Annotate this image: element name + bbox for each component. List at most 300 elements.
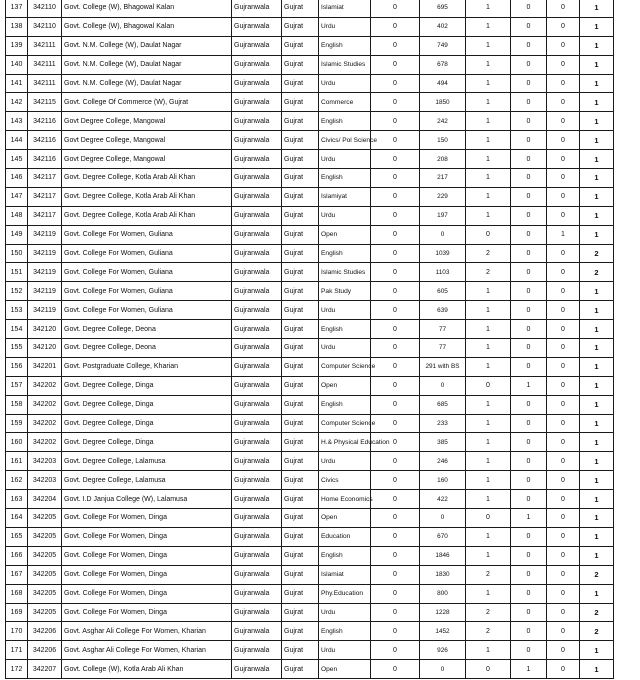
required-cell: 0 bbox=[466, 509, 511, 528]
college-code-cell: 342116 bbox=[28, 150, 62, 169]
district-cell: Gujrat bbox=[282, 509, 319, 528]
subject-cell: Education bbox=[319, 527, 371, 546]
other-cell: 0 bbox=[547, 17, 580, 36]
sanctioned-cell: 0 bbox=[371, 490, 420, 509]
other-cell: 0 bbox=[547, 357, 580, 376]
total-cell: 1 bbox=[580, 93, 614, 112]
required-cell: 1 bbox=[466, 433, 511, 452]
open-cell: 0 bbox=[511, 452, 547, 471]
open-cell: 0 bbox=[511, 527, 547, 546]
total-cell: 2 bbox=[580, 603, 614, 622]
college-name-cell: Govt. College For Women, Guliana bbox=[62, 244, 232, 263]
other-cell: 0 bbox=[547, 603, 580, 622]
enrolment-cell: 670 bbox=[420, 527, 466, 546]
district-cell: Gujrat bbox=[282, 282, 319, 301]
sr-no-cell: 150 bbox=[6, 244, 28, 263]
college-code-cell: 342207 bbox=[28, 660, 62, 679]
district-cell: Gujrat bbox=[282, 452, 319, 471]
sanctioned-cell: 0 bbox=[371, 244, 420, 263]
open-cell: 0 bbox=[511, 112, 547, 131]
colleges-table bbox=[5, 0, 614, 679]
sanctioned-cell: 0 bbox=[371, 36, 420, 55]
college-name-cell: Govt. College For Women, Guliana bbox=[62, 301, 232, 320]
table-row bbox=[6, 490, 614, 509]
open-cell: 0 bbox=[511, 546, 547, 565]
sanctioned-cell: 0 bbox=[371, 603, 420, 622]
subject-cell: Urdu bbox=[319, 74, 371, 93]
college-name-cell: Govt. Degree College, Lalamusa bbox=[62, 452, 232, 471]
college-code-cell: 342111 bbox=[28, 55, 62, 74]
college-code-cell: 342120 bbox=[28, 320, 62, 339]
enrolment-cell: 77 bbox=[420, 339, 466, 358]
required-cell: 0 bbox=[466, 225, 511, 244]
enrolment-cell: 229 bbox=[420, 187, 466, 206]
college-name-cell: Govt. College (W), Bhagowal Kalan bbox=[62, 17, 232, 36]
enrolment-cell: 1103 bbox=[420, 263, 466, 282]
table-row bbox=[6, 603, 614, 622]
enrolment-cell: 1830 bbox=[420, 565, 466, 584]
enrolment-cell: 749 bbox=[420, 36, 466, 55]
total-cell: 1 bbox=[580, 74, 614, 93]
division-cell: Gujranwala bbox=[232, 339, 282, 358]
other-cell: 0 bbox=[547, 282, 580, 301]
open-cell: 0 bbox=[511, 17, 547, 36]
other-cell: 0 bbox=[547, 414, 580, 433]
sr-no-cell: 146 bbox=[6, 169, 28, 188]
division-cell: Gujranwala bbox=[232, 471, 282, 490]
sr-no-cell: 169 bbox=[6, 603, 28, 622]
subject-cell: English bbox=[319, 112, 371, 131]
subject-cell: English bbox=[319, 244, 371, 263]
enrolment-cell: 0 bbox=[420, 376, 466, 395]
college-code-cell: 342202 bbox=[28, 433, 62, 452]
other-cell: 0 bbox=[547, 433, 580, 452]
division-cell: Gujranwala bbox=[232, 509, 282, 528]
subject-cell: Islamic Studies bbox=[319, 55, 371, 74]
division-cell: Gujranwala bbox=[232, 546, 282, 565]
total-cell: 2 bbox=[580, 263, 614, 282]
sr-no-cell: 151 bbox=[6, 263, 28, 282]
college-code-cell: 342117 bbox=[28, 206, 62, 225]
total-cell: 1 bbox=[580, 131, 614, 150]
total-cell: 1 bbox=[580, 320, 614, 339]
college-code-cell: 342119 bbox=[28, 244, 62, 263]
open-cell: 0 bbox=[511, 0, 547, 17]
college-name-cell: Govt Degree College, Mangowal bbox=[62, 131, 232, 150]
sr-no-cell: 161 bbox=[6, 452, 28, 471]
division-cell: Gujranwala bbox=[232, 622, 282, 641]
sr-no-cell: 153 bbox=[6, 301, 28, 320]
sr-no-cell: 154 bbox=[6, 320, 28, 339]
sr-no-cell: 172 bbox=[6, 660, 28, 679]
required-cell: 1 bbox=[466, 301, 511, 320]
sr-no-cell: 148 bbox=[6, 206, 28, 225]
college-name-cell: Govt. Asghar Ali College For Women, Kharian bbox=[62, 641, 232, 660]
table-row bbox=[6, 150, 614, 169]
sr-no-cell: 147 bbox=[6, 187, 28, 206]
required-cell: 1 bbox=[466, 74, 511, 93]
open-cell: 0 bbox=[511, 282, 547, 301]
table-row bbox=[6, 169, 614, 188]
total-cell: 1 bbox=[580, 206, 614, 225]
other-cell: 0 bbox=[547, 74, 580, 93]
sanctioned-cell: 0 bbox=[371, 641, 420, 660]
sr-no-cell: 152 bbox=[6, 282, 28, 301]
table-row bbox=[6, 244, 614, 263]
district-cell: Gujrat bbox=[282, 565, 319, 584]
college-name-cell: Govt. Degree College, Dinga bbox=[62, 376, 232, 395]
division-cell: Gujranwala bbox=[232, 93, 282, 112]
total-cell: 1 bbox=[580, 641, 614, 660]
enrolment-cell: 1039 bbox=[420, 244, 466, 263]
college-name-cell: Govt. Degree College, Kotla Arab Ali Khan bbox=[62, 206, 232, 225]
sanctioned-cell: 0 bbox=[371, 357, 420, 376]
sr-no-cell: 166 bbox=[6, 546, 28, 565]
college-name-cell: Govt. N.M. College (W), Daulat Nagar bbox=[62, 74, 232, 93]
other-cell: 0 bbox=[547, 339, 580, 358]
sanctioned-cell: 0 bbox=[371, 509, 420, 528]
college-code-cell: 342110 bbox=[28, 0, 62, 17]
table-row bbox=[6, 0, 614, 17]
sr-no-cell: 137 bbox=[6, 0, 28, 17]
table-row bbox=[6, 320, 614, 339]
sanctioned-cell: 0 bbox=[371, 546, 420, 565]
open-cell: 0 bbox=[511, 414, 547, 433]
open-cell: 0 bbox=[511, 187, 547, 206]
subject-cell: English bbox=[319, 546, 371, 565]
other-cell: 0 bbox=[547, 55, 580, 74]
district-cell: Gujrat bbox=[282, 376, 319, 395]
college-name-cell: Govt Degree College, Mangowal bbox=[62, 150, 232, 169]
total-cell: 1 bbox=[580, 584, 614, 603]
division-cell: Gujranwala bbox=[232, 187, 282, 206]
subject-cell: Urdu bbox=[319, 641, 371, 660]
sanctioned-cell: 0 bbox=[371, 74, 420, 93]
college-name-cell: Govt. N.M. College (W), Daulat Nagar bbox=[62, 36, 232, 55]
college-code-cell: 342205 bbox=[28, 584, 62, 603]
sr-no-cell: 158 bbox=[6, 395, 28, 414]
open-cell: 0 bbox=[511, 55, 547, 74]
sanctioned-cell: 0 bbox=[371, 187, 420, 206]
sanctioned-cell: 0 bbox=[371, 169, 420, 188]
subject-cell: Civics/ Pol Science bbox=[319, 131, 371, 150]
district-cell: Gujrat bbox=[282, 225, 319, 244]
subject-cell: Urdu bbox=[319, 206, 371, 225]
division-cell: Gujranwala bbox=[232, 150, 282, 169]
open-cell: 0 bbox=[511, 263, 547, 282]
sr-no-cell: 140 bbox=[6, 55, 28, 74]
district-cell: Gujrat bbox=[282, 17, 319, 36]
district-cell: Gujrat bbox=[282, 357, 319, 376]
enrolment-cell: 150 bbox=[420, 131, 466, 150]
college-code-cell: 342205 bbox=[28, 565, 62, 584]
total-cell: 1 bbox=[580, 301, 614, 320]
district-cell: Gujrat bbox=[282, 0, 319, 17]
required-cell: 1 bbox=[466, 320, 511, 339]
table-row bbox=[6, 282, 614, 301]
division-cell: Gujranwala bbox=[232, 414, 282, 433]
sanctioned-cell: 0 bbox=[371, 660, 420, 679]
college-name-cell: Govt. College For Women, Dinga bbox=[62, 546, 232, 565]
total-cell: 1 bbox=[580, 282, 614, 301]
table-row bbox=[6, 452, 614, 471]
open-cell: 0 bbox=[511, 169, 547, 188]
required-cell: 1 bbox=[466, 339, 511, 358]
enrolment-cell: 0 bbox=[420, 509, 466, 528]
other-cell: 0 bbox=[547, 301, 580, 320]
enrolment-cell: 1452 bbox=[420, 622, 466, 641]
college-name-cell: Govt. College (W), Bhagowal Kalan bbox=[62, 0, 232, 17]
sanctioned-cell: 0 bbox=[371, 131, 420, 150]
college-code-cell: 342115 bbox=[28, 93, 62, 112]
district-cell: Gujrat bbox=[282, 187, 319, 206]
required-cell: 1 bbox=[466, 0, 511, 17]
total-cell: 1 bbox=[580, 17, 614, 36]
sanctioned-cell: 0 bbox=[371, 527, 420, 546]
college-name-cell: Govt. College For Women, Dinga bbox=[62, 527, 232, 546]
enrolment-cell: 233 bbox=[420, 414, 466, 433]
division-cell: Gujranwala bbox=[232, 320, 282, 339]
other-cell: 0 bbox=[547, 187, 580, 206]
total-cell: 1 bbox=[580, 395, 614, 414]
table-row bbox=[6, 206, 614, 225]
district-cell: Gujrat bbox=[282, 320, 319, 339]
sr-no-cell: 170 bbox=[6, 622, 28, 641]
division-cell: Gujranwala bbox=[232, 282, 282, 301]
required-cell: 1 bbox=[466, 55, 511, 74]
division-cell: Gujranwala bbox=[232, 55, 282, 74]
required-cell: 1 bbox=[466, 150, 511, 169]
sanctioned-cell: 0 bbox=[371, 225, 420, 244]
division-cell: Gujranwala bbox=[232, 584, 282, 603]
subject-cell: Urdu bbox=[319, 150, 371, 169]
table-row bbox=[6, 622, 614, 641]
required-cell: 0 bbox=[466, 376, 511, 395]
table-row bbox=[6, 395, 614, 414]
sanctioned-cell: 0 bbox=[371, 263, 420, 282]
district-cell: Gujrat bbox=[282, 36, 319, 55]
enrolment-cell: 208 bbox=[420, 150, 466, 169]
college-code-cell: 342119 bbox=[28, 282, 62, 301]
other-cell: 0 bbox=[547, 471, 580, 490]
total-cell: 1 bbox=[580, 112, 614, 131]
required-cell: 1 bbox=[466, 206, 511, 225]
sanctioned-cell: 0 bbox=[371, 0, 420, 17]
subject-cell: Islamiat bbox=[319, 565, 371, 584]
division-cell: Gujranwala bbox=[232, 433, 282, 452]
college-name-cell: Govt. College For Women, Dinga bbox=[62, 584, 232, 603]
other-cell: 0 bbox=[547, 0, 580, 17]
college-name-cell: Govt. College For Women, Guliana bbox=[62, 225, 232, 244]
total-cell: 2 bbox=[580, 622, 614, 641]
other-cell: 1 bbox=[547, 225, 580, 244]
enrolment-cell: 494 bbox=[420, 74, 466, 93]
total-cell: 1 bbox=[580, 471, 614, 490]
sanctioned-cell: 0 bbox=[371, 150, 420, 169]
total-cell: 1 bbox=[580, 452, 614, 471]
table-row bbox=[6, 301, 614, 320]
other-cell: 0 bbox=[547, 546, 580, 565]
college-code-cell: 342203 bbox=[28, 452, 62, 471]
division-cell: Gujranwala bbox=[232, 112, 282, 131]
division-cell: Gujranwala bbox=[232, 603, 282, 622]
required-cell: 1 bbox=[466, 641, 511, 660]
other-cell: 0 bbox=[547, 36, 580, 55]
total-cell: 1 bbox=[580, 527, 614, 546]
open-cell: 0 bbox=[511, 301, 547, 320]
required-cell: 1 bbox=[466, 490, 511, 509]
sanctioned-cell: 0 bbox=[371, 376, 420, 395]
table-row bbox=[6, 546, 614, 565]
required-cell: 1 bbox=[466, 169, 511, 188]
sanctioned-cell: 0 bbox=[371, 471, 420, 490]
division-cell: Gujranwala bbox=[232, 17, 282, 36]
other-cell: 0 bbox=[547, 112, 580, 131]
open-cell: 0 bbox=[511, 339, 547, 358]
sanctioned-cell: 0 bbox=[371, 17, 420, 36]
college-code-cell: 342203 bbox=[28, 471, 62, 490]
college-name-cell: Govt. College For Women, Dinga bbox=[62, 565, 232, 584]
college-code-cell: 342119 bbox=[28, 301, 62, 320]
total-cell: 1 bbox=[580, 225, 614, 244]
total-cell: 2 bbox=[580, 244, 614, 263]
total-cell: 1 bbox=[580, 169, 614, 188]
district-cell: Gujrat bbox=[282, 395, 319, 414]
open-cell: 0 bbox=[511, 244, 547, 263]
college-code-cell: 342119 bbox=[28, 225, 62, 244]
sr-no-cell: 144 bbox=[6, 131, 28, 150]
required-cell: 1 bbox=[466, 282, 511, 301]
district-cell: Gujrat bbox=[282, 622, 319, 641]
required-cell: 1 bbox=[466, 93, 511, 112]
enrolment-cell: 685 bbox=[420, 395, 466, 414]
required-cell: 2 bbox=[466, 603, 511, 622]
enrolment-cell: 0 bbox=[420, 660, 466, 679]
college-code-cell: 342117 bbox=[28, 187, 62, 206]
district-cell: Gujrat bbox=[282, 206, 319, 225]
open-cell: 0 bbox=[511, 225, 547, 244]
total-cell: 1 bbox=[580, 376, 614, 395]
district-cell: Gujrat bbox=[282, 433, 319, 452]
subject-cell: Islamic Studies bbox=[319, 263, 371, 282]
division-cell: Gujranwala bbox=[232, 490, 282, 509]
subject-cell: Open bbox=[319, 225, 371, 244]
sanctioned-cell: 0 bbox=[371, 622, 420, 641]
table-row bbox=[6, 17, 614, 36]
total-cell: 1 bbox=[580, 339, 614, 358]
sanctioned-cell: 0 bbox=[371, 433, 420, 452]
other-cell: 0 bbox=[547, 244, 580, 263]
required-cell: 2 bbox=[466, 622, 511, 641]
table-row bbox=[6, 641, 614, 660]
district-cell: Gujrat bbox=[282, 93, 319, 112]
table-body bbox=[6, 0, 614, 679]
required-cell: 1 bbox=[466, 112, 511, 131]
table-row bbox=[6, 433, 614, 452]
total-cell: 1 bbox=[580, 55, 614, 74]
open-cell: 0 bbox=[511, 150, 547, 169]
total-cell: 1 bbox=[580, 490, 614, 509]
open-cell: 0 bbox=[511, 471, 547, 490]
college-code-cell: 342120 bbox=[28, 339, 62, 358]
division-cell: Gujranwala bbox=[232, 36, 282, 55]
sr-no-cell: 164 bbox=[6, 509, 28, 528]
open-cell: 0 bbox=[511, 74, 547, 93]
division-cell: Gujranwala bbox=[232, 0, 282, 17]
sr-no-cell: 159 bbox=[6, 414, 28, 433]
other-cell: 0 bbox=[547, 263, 580, 282]
college-code-cell: 342111 bbox=[28, 74, 62, 93]
division-cell: Gujranwala bbox=[232, 357, 282, 376]
required-cell: 2 bbox=[466, 263, 511, 282]
required-cell: 1 bbox=[466, 584, 511, 603]
other-cell: 0 bbox=[547, 93, 580, 112]
table-row bbox=[6, 339, 614, 358]
subject-cell: Islamiat bbox=[319, 0, 371, 17]
district-cell: Gujrat bbox=[282, 471, 319, 490]
sr-no-cell: 139 bbox=[6, 36, 28, 55]
table-row bbox=[6, 414, 614, 433]
division-cell: Gujranwala bbox=[232, 660, 282, 679]
district-cell: Gujrat bbox=[282, 527, 319, 546]
required-cell: 1 bbox=[466, 471, 511, 490]
sr-no-cell: 156 bbox=[6, 357, 28, 376]
required-cell: 0 bbox=[466, 660, 511, 679]
subject-cell: English bbox=[319, 36, 371, 55]
table-row bbox=[6, 509, 614, 528]
district-cell: Gujrat bbox=[282, 112, 319, 131]
table-row bbox=[6, 131, 614, 150]
subject-cell: Urdu bbox=[319, 301, 371, 320]
division-cell: Gujranwala bbox=[232, 74, 282, 93]
enrolment-cell: 197 bbox=[420, 206, 466, 225]
enrolment-cell: 217 bbox=[420, 169, 466, 188]
district-cell: Gujrat bbox=[282, 301, 319, 320]
enrolment-cell: 291 with BS bbox=[420, 357, 466, 376]
other-cell: 0 bbox=[547, 320, 580, 339]
sanctioned-cell: 0 bbox=[371, 565, 420, 584]
college-code-cell: 342110 bbox=[28, 17, 62, 36]
table-row bbox=[6, 660, 614, 679]
college-name-cell: Govt. Degree College, Dinga bbox=[62, 395, 232, 414]
subject-cell: Civics bbox=[319, 471, 371, 490]
table-row bbox=[6, 263, 614, 282]
subject-cell: English bbox=[319, 395, 371, 414]
enrolment-cell: 678 bbox=[420, 55, 466, 74]
open-cell: 0 bbox=[511, 584, 547, 603]
enrolment-cell: 1846 bbox=[420, 546, 466, 565]
table-row bbox=[6, 187, 614, 206]
sanctioned-cell: 0 bbox=[371, 414, 420, 433]
college-code-cell: 342201 bbox=[28, 357, 62, 376]
college-code-cell: 342116 bbox=[28, 131, 62, 150]
college-name-cell: Govt. College For Women, Guliana bbox=[62, 263, 232, 282]
subject-cell: English bbox=[319, 320, 371, 339]
other-cell: 0 bbox=[547, 395, 580, 414]
college-name-cell: Govt. Degree College, Dinga bbox=[62, 433, 232, 452]
college-code-cell: 342206 bbox=[28, 641, 62, 660]
subject-cell: Computer Science bbox=[319, 414, 371, 433]
district-cell: Gujrat bbox=[282, 414, 319, 433]
open-cell: 0 bbox=[511, 565, 547, 584]
college-name-cell: Govt. Asghar Ali College For Women, Kharian bbox=[62, 622, 232, 641]
college-name-cell: Govt. College For Women, Guliana bbox=[62, 282, 232, 301]
district-cell: Gujrat bbox=[282, 641, 319, 660]
total-cell: 1 bbox=[580, 509, 614, 528]
open-cell: 1 bbox=[511, 660, 547, 679]
college-code-cell: 342202 bbox=[28, 414, 62, 433]
sr-no-cell: 143 bbox=[6, 112, 28, 131]
